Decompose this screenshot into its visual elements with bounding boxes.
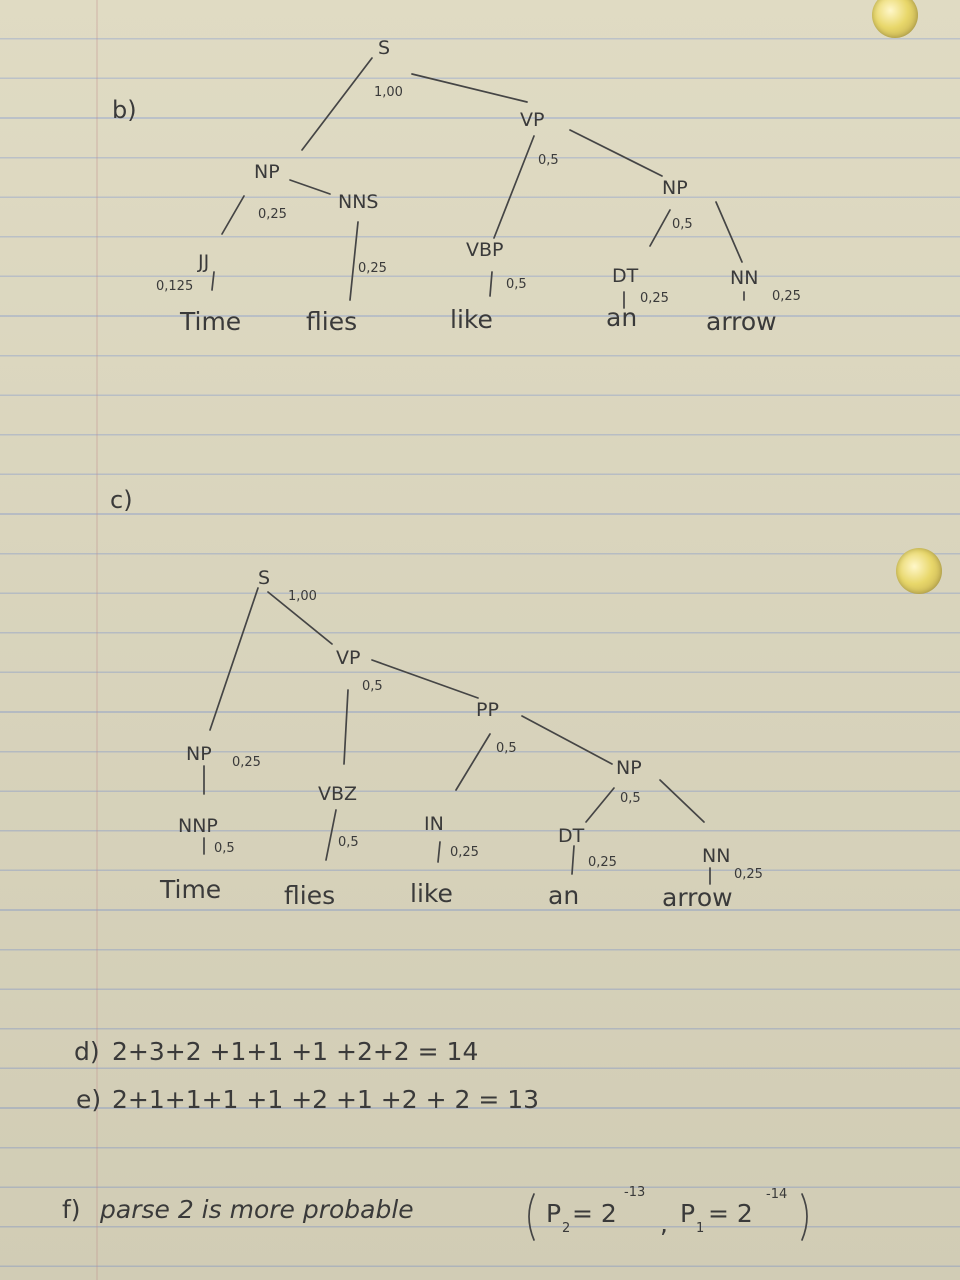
node-NNS: NNS	[338, 191, 379, 213]
edge-np-nn	[660, 780, 704, 822]
prob-vp: 0,5	[538, 153, 559, 168]
node-VP: VP	[336, 647, 361, 669]
p1-exponent: -14	[766, 1187, 788, 1202]
paren-open	[529, 1194, 534, 1240]
paren-close	[802, 1194, 807, 1240]
node-S: S	[258, 567, 271, 589]
edge-vp-np	[570, 130, 662, 176]
edge-vbp-like	[490, 272, 492, 296]
edge-np-dt	[650, 210, 670, 246]
edge-nns-flies	[350, 222, 358, 300]
node-NNP: NNP	[178, 815, 218, 837]
edge-vp-vbp	[494, 136, 534, 238]
prob-vp: 0,5	[362, 679, 383, 694]
section-label-c: c)	[110, 486, 133, 514]
prob-nn: 0,25	[772, 289, 801, 304]
word-flies: flies	[284, 881, 336, 910]
edge-dt-an	[572, 846, 574, 874]
prob-dt: 0,25	[640, 291, 669, 306]
prob-vbz: 0,5	[338, 835, 359, 850]
word-arrow: arrow	[662, 883, 733, 912]
section-label-b: b)	[112, 96, 137, 124]
p2-exponent: -13	[624, 1185, 646, 1200]
node-NN: NN	[702, 845, 731, 867]
section-label-e: e)	[76, 1085, 102, 1114]
prob-in: 0,25	[450, 845, 479, 860]
prob-s: 1,00	[288, 589, 317, 604]
prob-jj: 0,125	[156, 279, 194, 294]
word-an: an	[606, 303, 638, 332]
word-like: like	[410, 879, 453, 908]
p2-base: = 2	[572, 1199, 617, 1228]
edge-s-vp	[412, 74, 527, 102]
prob-nnp: 0,5	[214, 841, 235, 856]
count-d: 2+3+2 +1+1 +1 +2+2 = 14	[112, 1037, 479, 1066]
section-b	[112, 37, 801, 336]
node-DT: DT	[612, 265, 639, 287]
word-like: like	[450, 305, 493, 334]
node-VBZ: VBZ	[318, 783, 358, 805]
edge-vp-pp	[372, 660, 478, 698]
word-an: an	[548, 881, 580, 910]
section-label-d: d)	[74, 1037, 100, 1066]
prob-vbp: 0,5	[506, 277, 527, 292]
edge-s-np	[302, 58, 372, 150]
section-d	[74, 1037, 478, 1066]
node-VP: VP	[520, 109, 545, 131]
word-time: Time	[180, 307, 242, 336]
edge-jj-time	[212, 272, 214, 290]
count-e: 2+1+1+1 +1 +2 +1 +2 + 2 = 13	[112, 1085, 540, 1114]
node-NP: NP	[254, 161, 280, 183]
section-e	[76, 1085, 539, 1114]
edge-vp-vbz	[344, 690, 348, 764]
p2-subscript: 2	[562, 1221, 571, 1236]
section-label-f: f)	[62, 1195, 81, 1224]
edge-np-jj	[222, 196, 244, 234]
node-S: S	[378, 37, 391, 59]
node-NP: NP	[662, 177, 688, 199]
p2-symbol: P	[546, 1199, 562, 1228]
word-time: Time	[160, 875, 222, 904]
node-NP: NP	[186, 743, 212, 765]
node-NP: NP	[616, 757, 642, 779]
prob-pp: 0,5	[496, 741, 517, 756]
edge-np-dt	[586, 788, 614, 822]
edge-pp-np	[522, 716, 612, 764]
prob-np: 0,25	[232, 755, 261, 770]
edge-np-nn	[716, 202, 742, 262]
prob-nn: 0,25	[734, 867, 763, 882]
edge-pp-in	[456, 734, 490, 790]
node-IN: IN	[424, 813, 444, 835]
p1-subscript: 1	[696, 1221, 705, 1236]
word-flies: flies	[306, 307, 358, 336]
prob-np: 0,25	[258, 207, 287, 222]
p1-base: = 2	[708, 1199, 753, 1228]
node-DT: DT	[558, 825, 585, 847]
edge-np-nns	[290, 180, 330, 194]
p1-symbol: P	[680, 1199, 696, 1228]
prob-s: 1,00	[374, 85, 403, 100]
node-VBP: VBP	[466, 239, 504, 261]
prob-np2: 0,5	[672, 217, 693, 232]
section-c	[110, 486, 763, 912]
prob-nns: 0,25	[358, 261, 387, 276]
node-NN: NN	[730, 267, 759, 289]
edge-s-np	[210, 588, 258, 730]
conclusion-text: parse 2 is more probable	[100, 1195, 414, 1224]
section-f	[62, 1185, 807, 1240]
node-PP: PP	[476, 699, 499, 721]
prob-np2: 0,5	[620, 791, 641, 806]
edge-vbz-flies	[326, 810, 336, 860]
word-arrow: arrow	[706, 307, 777, 336]
prob-dt: 0,25	[588, 855, 617, 870]
edge-in-like	[438, 842, 440, 862]
node-JJ: JJ	[198, 251, 210, 273]
separator: ,	[660, 1209, 668, 1238]
